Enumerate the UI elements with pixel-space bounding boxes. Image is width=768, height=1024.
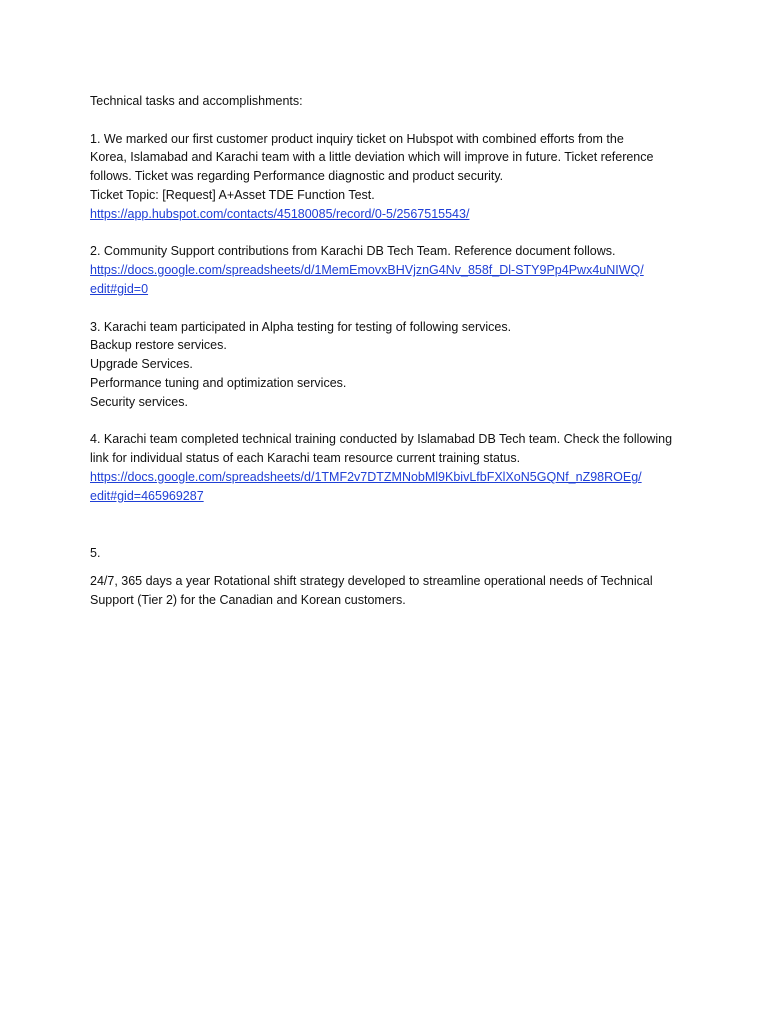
hubspot-link[interactable]: https://app.hubspot.com/contacts/45180085/record/0-5/2567515543/ [90, 206, 470, 221]
item-1-line-2: Korea, Islamabad and Karachi team with a little deviation which will improve in future. Ticket reference [90, 150, 654, 165]
training-sheet-link[interactable] [90, 468, 690, 506]
service-item: Performance tuning and optimization services. [90, 375, 347, 390]
item-2 [90, 242, 690, 298]
spacer [90, 111, 690, 130]
service-item: Upgrade Services. [90, 357, 193, 372]
item-1 [90, 130, 690, 224]
document-page [90, 92, 690, 610]
item-5 [90, 544, 690, 610]
service-item: Backup restore services. [90, 338, 227, 353]
item-1-line-1: 1. We marked our first customer product inquiry ticket on Hubspot with combined efforts from the [90, 131, 624, 146]
community-sheet-link[interactable] [90, 261, 690, 299]
community-sheet-link-line-1[interactable]: https://docs.google.com/spreadsheets/d/1MemEmovxBHVjznG4Nv_858f_Dl-STY9Pp4Pwx4uNIWQ/ [90, 263, 644, 278]
item-5-line-2: Support (Tier 2) for the Canadian and Korean customers. [90, 593, 406, 608]
ticket-topic: Ticket Topic: [Request] A+Asset TDE Function Test. [90, 187, 375, 202]
training-sheet-link-line-1[interactable]: https://docs.google.com/spreadsheets/d/1TMF2v7DTZMNobMl9KbivLfbFXlXoN5GQNf_nZ98ROEg/ [90, 469, 642, 484]
spacer [90, 299, 690, 318]
spacer [90, 412, 690, 431]
item-3-text: 3. Karachi team participated in Alpha testing for testing of following services. [90, 319, 512, 334]
document-heading: Technical tasks and accomplishments: [90, 94, 303, 108]
service-item: Security services. [90, 394, 188, 409]
item-2-text: 2. Community Support contributions from Karachi DB Tech Team. Reference document follows. [90, 244, 616, 259]
community-sheet-link-line-2[interactable]: edit#gid=0 [90, 281, 149, 296]
item-3 [90, 318, 690, 412]
training-sheet-link-line-2[interactable]: edit#gid=465969287 [90, 488, 204, 503]
item-4 [90, 430, 690, 505]
item-1-line-3: follows. Ticket was regarding Performance diagnostic and product security. [90, 169, 504, 184]
item-4-line-1: 4. Karachi team completed technical training conducted by Islamabad DB Tech team. Check the following [90, 432, 673, 447]
item-5-number: 5. [90, 545, 101, 560]
spacer [90, 224, 690, 243]
spacer [90, 506, 690, 544]
item-5-line-1: 24/7, 365 days a year Rotational shift strategy developed to streamline operational needs of Technical [90, 574, 653, 589]
item-4-line-2: link for individual status of each Karachi team resource current training status. [90, 451, 521, 466]
spacer [90, 562, 690, 572]
